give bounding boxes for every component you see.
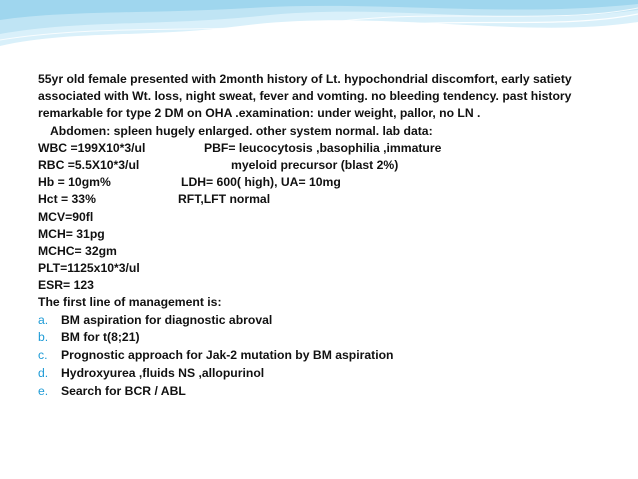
option-text: BM for t(8;21) bbox=[61, 330, 140, 345]
lab-row-wbc bbox=[38, 140, 618, 157]
lab-myeloid: myeloid precursor (blast 2%) bbox=[231, 157, 399, 172]
lab-pbf: PBF= leucocytosis ,basophilia ,immature bbox=[204, 140, 442, 155]
option-text: Prognostic approach for Jak-2 mutation by BM aspiration bbox=[61, 348, 394, 363]
option-letter: d. bbox=[38, 366, 49, 381]
lab-esr: ESR= 123 bbox=[38, 278, 94, 293]
lab-row-hb bbox=[38, 174, 618, 191]
option-d bbox=[38, 365, 618, 383]
lab-mch: MCH= 31pg bbox=[38, 226, 105, 241]
option-c bbox=[38, 347, 618, 365]
option-text: Search for BCR / ABL bbox=[61, 383, 186, 398]
lab-hb: Hb = 10gm% bbox=[38, 175, 111, 190]
lab-ldh: LDH= 600( high), UA= 10mg bbox=[181, 175, 341, 190]
case-intro-text: 55yr old female presented with 2month history of Lt. hypochondrial discomfort, early satiety associated with Wt. loss, night sweat, fever and vomting. no bleeding tendency. past history remarkable for type 2 DM on OHA .examination: under weight, pallor, no LN . bbox=[38, 72, 572, 121]
option-letter: c. bbox=[38, 348, 48, 363]
lab-rft: RFT,LFT normal bbox=[178, 192, 271, 207]
lab-hct: Hct = 33% bbox=[38, 192, 96, 207]
option-b bbox=[38, 329, 618, 347]
option-e bbox=[38, 383, 618, 401]
header-wave-decoration bbox=[0, 0, 638, 70]
lab-mcv: MCV=90fl bbox=[38, 209, 94, 224]
question-text: The first line of management is: bbox=[38, 295, 222, 310]
lab-row-rbc bbox=[38, 157, 618, 174]
option-a bbox=[38, 312, 618, 330]
lab-plt: PLT=1125x10*3/ul bbox=[38, 261, 140, 276]
lab-row-hct bbox=[38, 191, 618, 208]
lab-rbc: RBC =5.5X10*3/ul bbox=[38, 157, 140, 172]
option-text: Hydroxyurea ,fluids NS ,allopurinol bbox=[61, 366, 265, 381]
option-text: BM aspiration for diagnostic abroval bbox=[61, 312, 273, 327]
slide-content bbox=[38, 71, 618, 401]
abdomen-text: Abdomen: spleen hugely enlarged. other system normal. lab data: bbox=[50, 123, 433, 138]
option-letter: a. bbox=[38, 312, 49, 327]
lab-wbc: WBC =199X10*3/ul bbox=[38, 140, 146, 155]
lab-mchc: MCHC= 32gm bbox=[38, 243, 117, 258]
option-letter: e. bbox=[38, 383, 49, 398]
option-letter: b. bbox=[38, 330, 49, 345]
